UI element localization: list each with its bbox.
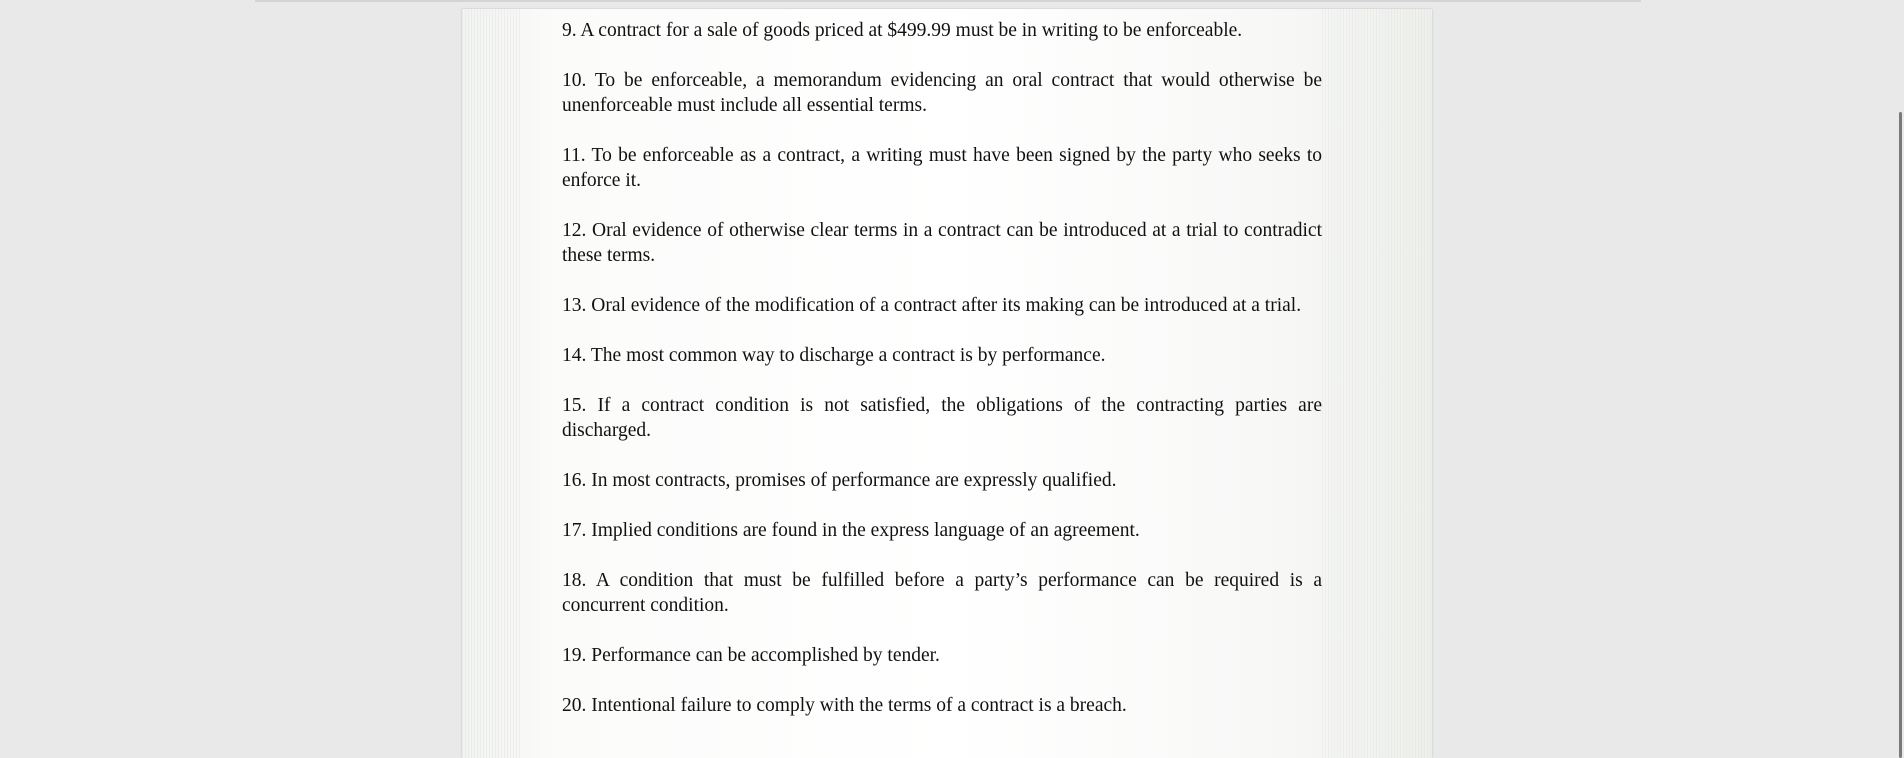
question-item-19: 19. Performance can be accomplished by tender. <box>562 645 940 666</box>
question-item-11: 11. To be enforceable as a contract, a writing must have been signed by the party who seeks to enforce it. <box>562 145 1322 191</box>
document-page <box>462 9 1432 758</box>
viewer-top-edge <box>255 0 1641 2</box>
question-item-18: 18. A condition that must be fulfilled before a party’s performance can be required is a concurrent condition. <box>562 570 1322 616</box>
question-item-16: 16. In most contracts, promises of performance are expressly qualified. <box>562 470 1117 491</box>
question-item-14: 14. The most common way to discharge a contract is by performance. <box>562 345 1106 366</box>
question-item-17: 17. Implied conditions are found in the express language of an agreement. <box>562 520 1140 541</box>
question-item-20: 20. Intentional failure to comply with the terms of a contract is a breach. <box>562 695 1127 716</box>
question-item-13: 13. Oral evidence of the modification of a contract after its making can be introduced at a trial. <box>562 295 1302 316</box>
question-item-9: 9. A contract for a sale of goods priced at $499.99 must be in writing to be enforceable. <box>562 20 1243 41</box>
question-item-10: 10. To be enforceable, a memorandum evidencing an oral contract that would otherwise be unenforceable must include all essential terms. <box>562 70 1322 116</box>
question-list <box>562 18 1322 718</box>
vertical-scrollbar[interactable] <box>1899 112 1902 758</box>
question-item-12: 12. Oral evidence of otherwise clear terms in a contract can be introduced at a trial to contradict these terms. <box>562 220 1322 266</box>
question-item-15: 15. If a contract condition is not satisfied, the obligations of the contracting parties are discharged. <box>562 395 1322 441</box>
